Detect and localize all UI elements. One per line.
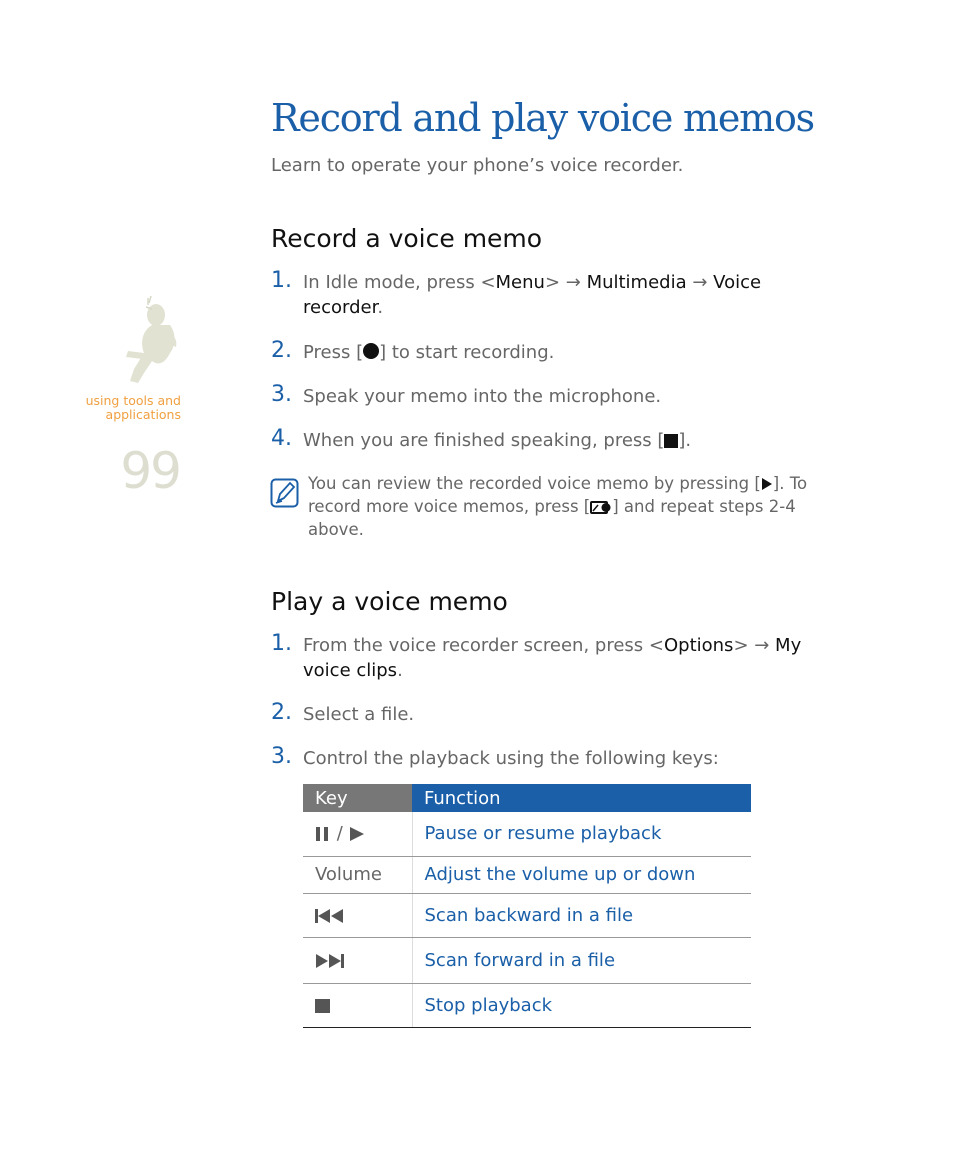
function-cell: Scan backward in a file <box>412 893 751 937</box>
record-icon <box>363 343 379 359</box>
step-text: > → <box>733 635 776 656</box>
function-cell: Adjust the volume up or down <box>412 856 751 893</box>
step-text: → <box>686 272 714 293</box>
table-row <box>303 812 751 856</box>
section-heading-play: Play a voice memo <box>271 587 508 616</box>
key-cell <box>303 893 412 937</box>
page-subtitle: Learn to operate your phone’s voice recorder. <box>271 155 684 176</box>
record-step-2 <box>271 340 831 365</box>
table-row <box>303 856 751 893</box>
my-voice-clips-key-label: My voice clips <box>303 635 802 681</box>
step-text: ] to start recording. <box>379 342 555 363</box>
rewind-icon <box>315 909 345 923</box>
step-text: From the voice recorder screen, press < <box>303 635 664 656</box>
page-number: 99 <box>120 442 180 500</box>
step-text: Control the playback using the following keys: <box>303 748 719 769</box>
options-key-label: Options <box>663 635 734 656</box>
key-function-table <box>303 784 751 1028</box>
step-text: Speak your memo into the microphone. <box>303 386 662 407</box>
step-number: 1. <box>271 631 292 656</box>
camera-record-icon <box>590 501 612 514</box>
play-step-3 <box>271 746 831 771</box>
chapter-label-line2: applications <box>105 407 181 422</box>
play-step-1 <box>271 633 831 683</box>
key-cell: Volume <box>303 856 412 893</box>
step-text: ]. <box>678 430 692 451</box>
play-icon <box>349 827 365 841</box>
function-cell: Stop playback <box>412 983 751 1027</box>
note-text-part: ] and repeat steps 2-4 above. <box>308 497 796 539</box>
step-text: Press [ <box>303 342 364 363</box>
menu-key-label: Menu <box>495 272 545 293</box>
step-text: In Idle mode, press < <box>303 272 496 293</box>
person-with-music-icon <box>122 295 182 391</box>
fast-forward-icon <box>315 954 345 968</box>
function-cell: Scan forward in a file <box>412 937 751 983</box>
note-text-part: ]. To record more voice memos, press [ <box>308 474 808 516</box>
play-icon <box>761 477 773 491</box>
key-cell <box>303 812 412 856</box>
record-step-4 <box>271 428 831 453</box>
voice-recorder-key-label: Voice recorder <box>303 272 762 318</box>
page-title: Record and play voice memos <box>271 96 814 140</box>
step-text: . <box>377 297 384 318</box>
step-text: . <box>397 660 403 681</box>
step-text: Select a file. <box>303 704 415 725</box>
play-step-2 <box>271 702 831 727</box>
key-cell <box>303 983 412 1027</box>
note-icon <box>270 478 299 512</box>
step-text: > → <box>544 272 587 293</box>
stop-icon <box>664 434 678 448</box>
table-header-row <box>303 784 751 812</box>
key-separator: / <box>336 823 343 845</box>
step-text: When you are finished speaking, press [ <box>303 430 665 451</box>
function-cell: Pause or resume playback <box>412 812 751 856</box>
record-step-1 <box>271 270 831 320</box>
record-step-3 <box>271 384 831 409</box>
table-row <box>303 983 751 1027</box>
key-column-header: Key <box>303 784 412 812</box>
section-heading-record: Record a voice memo <box>271 224 543 253</box>
key-cell <box>303 937 412 983</box>
step-number: 2. <box>271 700 292 725</box>
table-row <box>303 893 751 937</box>
step-number: 2. <box>271 338 292 363</box>
step-number: 4. <box>271 426 292 451</box>
multimedia-key-label: Multimedia <box>586 272 687 293</box>
stop-icon <box>315 999 331 1013</box>
note-text-part: You can review the recorded voice memo by pressing [ <box>308 474 761 493</box>
chapter-label <box>60 394 181 422</box>
table-row <box>303 937 751 983</box>
note-text <box>308 472 838 541</box>
pause-icon <box>315 827 331 841</box>
step-number: 1. <box>271 268 292 293</box>
function-column-header: Function <box>412 784 751 812</box>
chapter-label-line1: using tools and <box>85 393 181 408</box>
step-number: 3. <box>271 744 292 769</box>
step-number: 3. <box>271 382 292 407</box>
